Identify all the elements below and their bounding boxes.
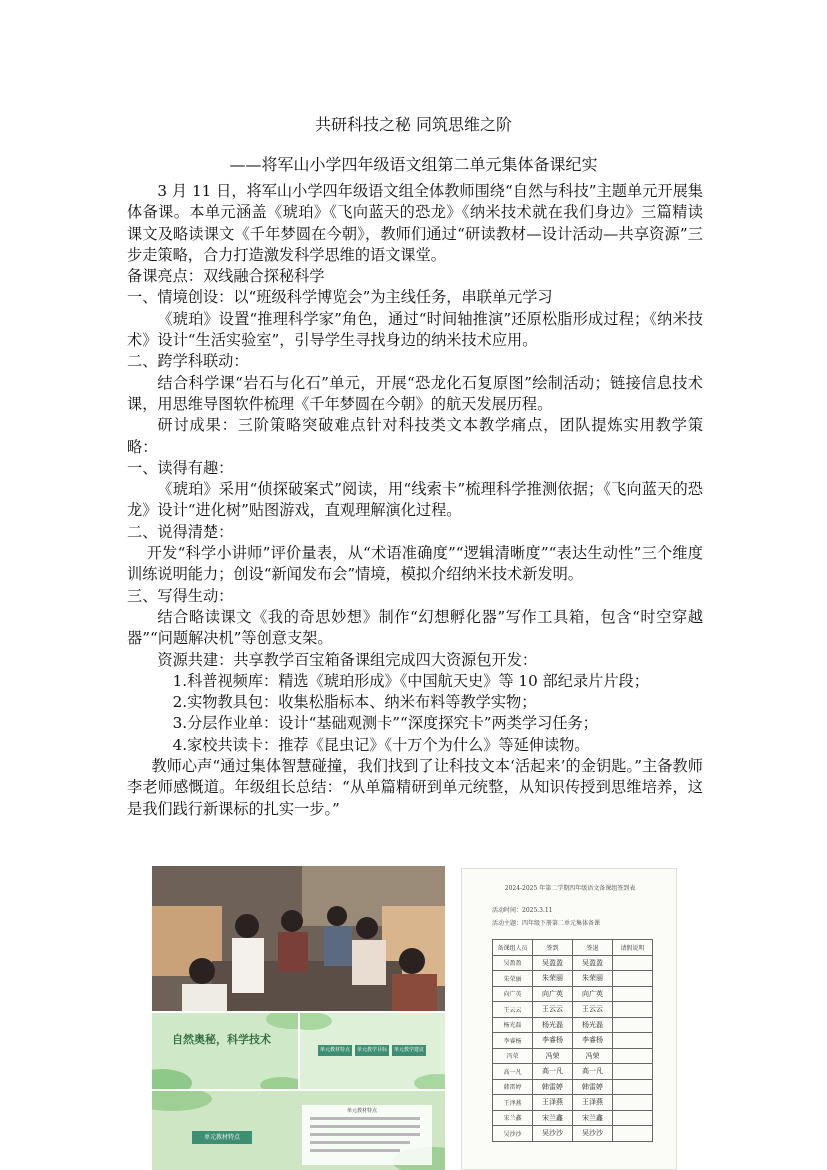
leave-note (613, 971, 653, 987)
sign-in-signature: 宋兰鑫 (533, 1110, 573, 1126)
intro-paragraph: 3 月 11 日，将军山小学四年级语文组全体教师围绕“自然与科技”主题单元开展集体备课。本单元涵盖《琥珀》《飞向蓝天的恐龙》《纳米技术就在我们身边》三篇精读课文及略读课文《千年梦圆在今朝》，教师们通过“研读教材—设计活动—共享资源”三步走策略，合力打造激发科学思维的语文课堂。 (127, 182, 703, 264)
table-row (493, 1110, 653, 1126)
sign-in-signature: 高一凡 (533, 1064, 573, 1080)
sign-in-signature: 李睿杨 (533, 1033, 573, 1049)
member-name: 宋兰鑫 (493, 1110, 533, 1126)
table-header: 备课组人员 (493, 940, 533, 956)
table-row (493, 1095, 653, 1111)
list-item: 4.家校共读卡：推荐《昆虫记》《十万个为什么》等延伸读物。 (172, 735, 590, 754)
sign-out-signature: 韩雷婷 (573, 1079, 613, 1095)
table-row (493, 1126, 653, 1142)
sign-in-signature: 杨光磊 (533, 1017, 573, 1033)
sign-in-signature: 王云云 (533, 1002, 573, 1018)
body-paragraph: 《琥珀》采用“侦探破案式”阅读，用“线索卡”梳理科学推测依据；《飞向蓝天的恐龙》设计“进化树”贴图游戏，直观理解演化过程。 (127, 480, 703, 520)
table-header: 签退 (573, 940, 613, 956)
table-row (493, 1064, 653, 1080)
sign-in-signature: 向广英 (533, 986, 573, 1002)
page-title: 共研科技之秘 同筑思维之阶 (314, 115, 513, 134)
sheet-title: 2024-2025 年第二学期四年级语文备课组签到表 (504, 885, 636, 892)
sign-out-signature: 李睿杨 (573, 1033, 613, 1049)
slide-cover (152, 1013, 298, 1089)
member-name: 杨光磊 (493, 1017, 533, 1033)
leave-note (613, 1048, 653, 1064)
slide-detail (152, 1091, 445, 1170)
slide-contents (300, 1013, 445, 1089)
list-item: 3.分层作业单：设计“基础观测卡”“深度探究卡”两类学习任务； (172, 714, 598, 733)
article-body (127, 181, 703, 820)
section-heading: 一、情境创设：以“班级科学博览会”为主线任务，串联单元学习 (127, 288, 553, 307)
table-row (493, 1002, 653, 1018)
leave-note (613, 1110, 653, 1126)
table-row (493, 1017, 653, 1033)
slide-leaf-decoration (152, 1013, 298, 1089)
sign-in-signature: 韩雷婷 (533, 1079, 573, 1095)
sign-in-signature: 吴沙沙 (533, 1126, 573, 1142)
slide-chip: 单元教学目标 (355, 1045, 389, 1056)
table-row (493, 955, 653, 971)
leave-note (613, 955, 653, 971)
sign-out-signature: 宋兰鑫 (573, 1110, 613, 1126)
leave-note (613, 1002, 653, 1018)
slide-cover-title: 自然奥秘，科学技术 (172, 1033, 271, 1046)
section-heading: 三、写得生动： (127, 586, 234, 605)
member-name: 王云云 (493, 1002, 533, 1018)
slide-chip: 单元教材特点 (318, 1045, 352, 1056)
section-heading: 一、读得有趣： (127, 458, 234, 477)
body-paragraph: 研讨成果：三阶策略突破难点针对科技类文本教学痛点，团队提炼实用教学策略： (127, 416, 703, 456)
leave-note (613, 1064, 653, 1080)
member-name: 吴盈盈 (493, 955, 533, 971)
list-item: 2.实物教具包：收集松脂标本、纳米布料等教学实物； (172, 693, 537, 712)
sign-in-table (492, 939, 653, 1142)
table-row (493, 1048, 653, 1064)
sign-out-signature: 吴沙沙 (573, 1126, 613, 1142)
leave-note (613, 986, 653, 1002)
body-paragraph: 开发“科学小讲师”评价量表，从“术语准确度”“逻辑清晰度”“表达生动性”三个维度训练说明能力；创设“新闻发布会”情境，模拟介绍纳米技术新发明。 (127, 544, 703, 584)
table-row (493, 986, 653, 1002)
sheet-time: 活动时间：2025.3.11 (492, 907, 553, 914)
table-row (493, 1033, 653, 1049)
sign-out-signature: 吴盈盈 (573, 955, 613, 971)
member-name: 李睿杨 (493, 1033, 533, 1049)
sheet-place: 活动主题：四年级下册第二单元集体备课 (492, 920, 601, 927)
member-name: 向广英 (493, 986, 533, 1002)
body-paragraph: 结合略读课文《我的奇思妙想》制作“幻想孵化器”写作工具箱，包含“时空穿越器”“问题解决机”等创意支架。 (127, 607, 703, 648)
sign-in-signature: 吴盈盈 (533, 955, 573, 971)
member-name: 冯荣 (493, 1048, 533, 1064)
table-header-row (493, 940, 653, 956)
sign-out-signature: 高一凡 (573, 1064, 613, 1080)
sign-in-signature: 冯荣 (533, 1048, 573, 1064)
body-paragraph: 资源共建：共享教学百宝箱备课组完成四大资源包开发： (157, 650, 538, 669)
table-header: 签到 (533, 940, 573, 956)
table-row (493, 1079, 653, 1095)
member-name: 王泽燕 (493, 1095, 533, 1111)
table-header: 请假说明 (613, 940, 653, 956)
slide-chip: 单元教材特点 (192, 1131, 252, 1144)
sign-in-signature: 王泽燕 (533, 1095, 573, 1111)
leave-note (613, 1017, 653, 1033)
sign-out-signature: 王云云 (573, 1002, 613, 1018)
member-name: 高一凡 (493, 1064, 533, 1080)
sign-out-signature: 王泽燕 (573, 1095, 613, 1111)
body-paragraph: 教师心声“通过集体智慧碰撞，我们找到了让科技文本‘活起来’的金钥匙。”主备教师李老师感慨道。年级组长总结：“从单篇精研到单元统整，从知识传授到思维培养，这是我们践行新课标的扎实一步。” (127, 757, 703, 818)
slide-detail-heading: 单元教材特点 (347, 1108, 378, 1114)
leave-note (613, 1126, 653, 1142)
page-subtitle: ——将军山小学四年级语文组第二单元集体备课纪实 (229, 155, 598, 174)
member-name: 吴沙沙 (493, 1126, 533, 1142)
sign-out-signature: 向广英 (573, 986, 613, 1002)
section-heading: 备课亮点：双线融合探秘科学 (127, 267, 325, 286)
meeting-photo (152, 866, 445, 1011)
meeting-photo-illustration (152, 866, 445, 1011)
slide-chip: 单元教学建议 (392, 1045, 426, 1056)
sign-out-signature: 杨光磊 (573, 1017, 613, 1033)
section-heading: 二、说得清楚： (127, 522, 234, 541)
list-item: 1.科普视频库：精选《琥珀形成》《中国航天史》等 10 部纪录片片段； (172, 671, 649, 690)
sign-in-signature: 朱荣丽 (533, 971, 573, 987)
sign-in-sheet (461, 868, 677, 1170)
leave-note (613, 1095, 653, 1111)
leave-note (613, 1033, 653, 1049)
body-paragraph: 《琥珀》设置“推理科学家”角色，通过“时间轴推演”还原松脂形成过程；《纳米技术》设计“生活实验室”，引导学生寻找身边的纳米技术应用。 (127, 309, 703, 350)
body-paragraph: 结合科学课“岩石与化石”单元，开展“恐龙化石复原图”绘制活动；链接信息技术课，用思维导图软件梳理《千年梦圆在今朝》的航天发展历程。 (127, 373, 703, 413)
member-name: 韩雷婷 (493, 1079, 533, 1095)
sign-out-signature: 朱荣丽 (573, 971, 613, 987)
sign-out-signature: 冯荣 (573, 1048, 613, 1064)
section-heading: 二、跨学科联动： (127, 352, 249, 371)
leave-note (613, 1079, 653, 1095)
table-row (493, 971, 653, 987)
member-name: 朱荣丽 (493, 971, 533, 987)
